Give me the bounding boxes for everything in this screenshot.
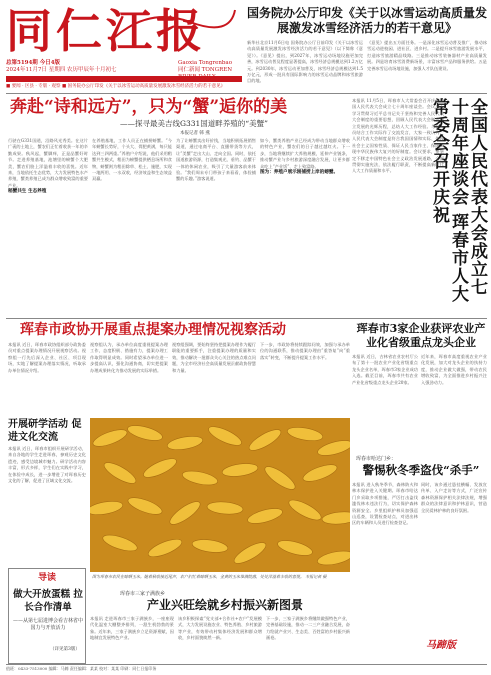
second-story-col3: 视察组强调，要始终坚持把提案办理作为履行职能的重要抓手，注重提案办理的质量和实效，推动解决一批群众关心关注的热点难点问题，为全市经济社会高质量发展贡献政协智慧和力量。	[172, 342, 256, 373]
second-story-col4: 下一步，市政协将持续跟踪问效，加强与承办单位的沟通联系，推动提案办理由“重答复”向“重落实”转变，不断提升提案工作水平。	[260, 342, 350, 360]
bottom-story-col2: 该乡积极探索“党支部+合作社+农户”发展模式，大力发展设施农业、特色养殖、乡村旅游等产业，有效带动村集体经济发展和群众增收，乡村面貌焕然一新。	[178, 616, 262, 641]
second-story-col1: 本报讯 近日，珲春市政协组织部分政协委员对重点提案办理情况开展视察活动。视察组一行先后深入企业、社区、项目现场，实地了解提案办理落实情况，听取承办单位情况介绍。	[8, 342, 86, 373]
guide-page-ref: （详见第3版）	[50, 647, 80, 652]
masthead-red-bar	[6, 76, 242, 82]
right-bottom-story-col2: 同时，该乡通过悬挂横幅、发放宣传单、入户走访等方式，广泛宣传森林资源保护相关法律法规，增强群众的法律意识和护林意识，营造全民爱林护林的良好氛围。	[421, 482, 487, 513]
right-bottom-story-col1: 本报讯 进入秋冬季节，森林防火和林木保护进入关键期。珲春市哈达门乡采取多项措施，严厉打击盗伐滥伐林木违法行为，切实保护森林资源安全。乡里组织护林员加强巡山巡查，设置检查站点，对进出林区的车辆和人员进行检查登记。	[352, 482, 418, 526]
vertical-story-headline[interactable]: 全国人民代表大会成立七十周年座谈会 珲春市人大常委会召开庆祝	[429, 98, 487, 303]
header-news-strip[interactable]: ■ 要闻 · 区县 · 专版 · 观察 ■ 国务院办公厅印发《关于以冰雪运动高质量发展激发冰雪经济活力的若干意见》	[6, 84, 226, 89]
vertical-story-body: 本报讯 11月5日，珲春市人大常委会召开庆祝全国人民代表大会成立七十周年座谈会。会议深入学习贯彻习近平总书记关于坚持和完善人民代表大会制度的重要思想，回顾人民代表大会制度建立发展的光辉历程，总结人大工作经验。与会人员结合工作实际作了交流发言，大家一致认为，人民代表大会制度是符合我国国情和实际、体现社会主义国家性质、保证人民当家作主、保障实现中华民族伟大复兴的好制度。会议要求，要坚定不移走中国特色社会主义政治发展道路，全面贯彻实施宪法，依法履行职责，不断提高新时代人大工作质量和水平。	[352, 98, 444, 174]
divider	[6, 664, 487, 665]
main-story-col4-note: 图为：养殖户展示刚捕捞上岸的螃蟹。	[260, 170, 339, 176]
bottom-story-headline[interactable]: 产业兴旺绘就乡村振兴新图景	[146, 598, 303, 612]
top-story-body-a: 新华社北京11月6日电 国务院办公厅日前印发《关于以冰雪运动高质量发展激发冰雪经济活力的若干意见》（以下简称《意见》）。《意见》提出，到2027年，冰雪运动场地设施更加完善，冰雪运动普及程度显著提高，冰雪经济总规模达到1.2万亿元。到2030年，冰雪运动更加普及，冰雪经济总规模达到1.5万亿元，形成一批具有国际影响力的冰雪运动品牌和冰雪旅游目的地。	[247, 40, 363, 84]
bottom-story-kicker: 珲春市三家子满族乡	[120, 591, 166, 597]
bottom-story-col1: 本报讯 走进珲春市三家子满族乡，一座座现代化温室大棚整齐排列，一派生机勃勃的景象。近年来，三家子满族乡立足资源禀赋，因地制宜发展特色产业。	[90, 616, 174, 641]
sidebar-headline[interactable]: 开展研学活动 促进文化交流	[8, 419, 82, 443]
right-mid-story-col2: 近年来，珲春市高度重视农业产业化发展，加大对龙头企业的扶持力度，推动企业做大做强，带动农民增收致富，为全面推进乡村振兴注入强劲动力。	[421, 354, 487, 385]
top-story-body-b: 《意见》提出五方面任务。一是深化冰雪运动普及推广，推动冰雪运动进校园、进社区、进乡村。二是提升冰雪旅游发展水平，打造冰雪旅游精品线路。三是推动冰雪装备器材产业高质量发展。四是培育冰雪消费新场景，丰富冰雪产品和服务供给。五是完善冰雪运动场地设施，加强人才队伍建设。	[367, 40, 487, 71]
sidebar-body: 本报讯 近日，珲春市组织开展研学活动，来自各地的学生走进珲春，参观历史文化遗迹，感受边境城市魅力。研学活动内容丰富，形式多样，学生们在实践中学习，在体验中成长，进一步增进了对珲春历史文化的了解，促进了区域文化交流。	[8, 446, 86, 484]
main-story-col3: 为了让螃蟹卖出好价钱，当地积极拓展销售渠道，通过电商平台、直播带货等方式，让“美蟹”走出大山、走向全国。同时，依托国道旅游资源，打造集观光、垂钓、品蟹于一体的休闲农业，吸引了大量游客前来体验。“我们周末专门带孩子来看看，体验捕蟹的乐趣。”游客说道。	[176, 138, 256, 182]
issue-number: 总第5194期 今日4版	[6, 60, 61, 66]
divider	[6, 93, 487, 94]
main-story-col4	[260, 138, 350, 314]
second-story-headline[interactable]: 珲春市政协开展重点提案办理情况视察活动	[20, 322, 286, 338]
top-story-headline[interactable]: 国务院办公厅印发《关于以冰雪运动高质量发展激发冰雪经济活力的若干意见》	[247, 6, 488, 35]
right-mid-story-headline[interactable]: 珲春市3家企业获评农业产业化省级重点龙头企业	[356, 322, 486, 349]
guide-headline[interactable]: 做大开放蛋糕 拉长合作清单	[13, 589, 83, 613]
main-story-col1-text: 行驶在G331国道，沿路风光秀美。在这片广袤的土地上，蟹农们正忙着收获一年的辛勤成果。秋风起，蟹脚痒，正是品蟹好时节。走进养殖基地，池塘里的螃蟹个大肥美，蟹农们脸上洋溢着丰收的喜悦。近年来，当地依托生态优势，大力发展特色水产养殖，蟹类养殖已成为群众增收致富的重要产业。	[8, 138, 88, 188]
bottom-story-col3: 下一步，三家子满族乡将继续做强特色产业，完善基础设施，推动一二三产业融合发展，奋力绘就产业兴、生态美、百姓富的乡村振兴新画卷。	[266, 616, 350, 641]
right-mid-story-col1: 本报讯 近日，吉林省农业农村厅公布了第十一批农业产业化省级重点龙头企业名单，珲春市3家企业成功入选。截至目前，珲春市共有农业产业化省级重点龙头企业20家。	[352, 354, 418, 385]
logo-flourish-icon	[110, 2, 240, 42]
guide-subheadline: ——从第七届进博会看吉林省中国力与开放活力	[12, 618, 83, 631]
second-story-col2: 视察组认为，承办单位高度重视提案办理工作，态度积极、措施有力，提案办理工作取得明显成效。同时希望承办单位进一步提高认识，强化沟通协商，切实把提案办理成果转化为推动发展的实际举措。	[90, 342, 168, 373]
divider	[6, 318, 487, 319]
paper-name-cn: 同仁新闻 TONGREN	[178, 67, 233, 73]
photo-caption: 图为珲春市农民在晾晒玉米。随着秋收接近尾声，农户们忙着晾晒玉米，金黄的玉米堆满院落，处处洋溢着丰收的喜悦。 本报记者 摄	[92, 574, 327, 579]
main-story-headline[interactable]: 奔赴“诗和远方”，只为“蟹”逅你的美	[10, 97, 288, 117]
main-story-subheadline: ——探寻最美吉线G331国道畔养殖的“美蟹”	[120, 119, 268, 128]
right-bottom-story-headline[interactable]: 警惕秋冬季盗伐“杀手”	[362, 463, 480, 477]
main-story-col4-text: 如今，蟹类养殖产业已经成为带动当地群众增收的特色产业，蟹农们的日子越过越红火。下一步，当地将继续扩大养殖规模，延伸产业链条，推动蟹产业与乡村旅游深度融合发展，让更多群众吃上“产业饭”、走上致富路。	[260, 138, 350, 169]
corn-harvest-photo	[90, 418, 350, 572]
footer-logo: 马蹄版	[426, 640, 456, 651]
issue-info	[6, 60, 176, 74]
right-bottom-story-kicker: 珲春市哈达门乡：	[356, 456, 397, 462]
main-story-subhead: 稻蟹共生 生态养殖	[8, 189, 47, 195]
main-story-col1	[8, 138, 88, 314]
main-story-byline: 本报记者 韩 燕	[180, 131, 210, 136]
issue-date: 2024年11月7日 星期四 农历甲辰年十月初七	[6, 67, 117, 73]
paper-name-en: Gaoxia Tongrenbao	[178, 60, 233, 66]
guide-title: 导读	[37, 573, 56, 583]
footer-info: 值班：0433-7513000 编辑：马蹄 责任编辑：某某 校对：某某 印刷：同仁日报印务	[6, 666, 157, 671]
main-story-col2: 在养殖基地，工作人员正在捕捞螃蟹。“今年螃蟹长势好，个头大、膏肥黄满，每只能达到三四两重。”养殖户介绍说，他们采用稻蟹共生模式，稻田为螃蟹提供栖息场所和食物，螃蟹则为稻田除草、松土、施肥，实现一地两用、一水双收，经济效益和生态效益双赢。	[92, 138, 172, 182]
masthead-logo: 同仁江报	[6, 4, 206, 58]
